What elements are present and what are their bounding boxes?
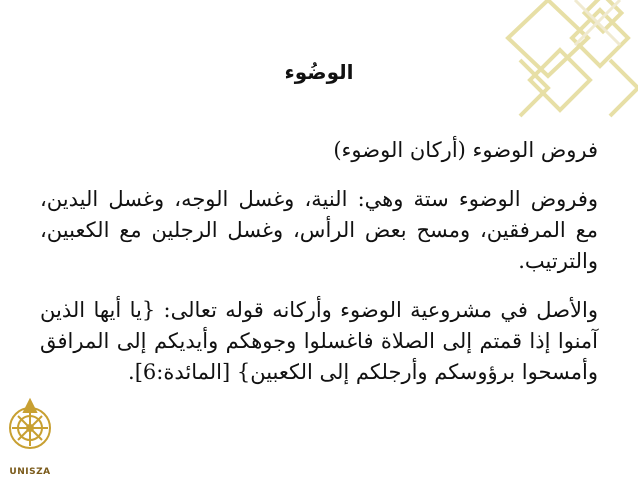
- paragraph-obligations: وفروض الوضوء ستة وهي: النية، وغسل الوجه، وغسل اليدين، مع المرفقين، ومسح بعض الرأس، وغسل الرجلين مع الكعبين، والترتيب.: [40, 187, 598, 273]
- university-logo: [2, 394, 58, 479]
- paragraph-quran-reference: والأصل في مشروعية الوضوء وأركانه قوله تعالى: {يا أيها الذين آمنوا إذا قمتم إلى الصلاة فاغسلوا وجوهكم وأيديكم إلى المرافق وأمسحوا برؤوسكم وأرجلكم إلى الكعبين} [المائدة:6].: [40, 298, 598, 384]
- unisza-crest-logo-icon: [2, 394, 58, 464]
- subheading: فروض الوضوء (أركان الوضوء): [333, 138, 598, 162]
- logo-text: UNISZA: [9, 467, 51, 477]
- main-content: [40, 135, 598, 406]
- page-title: الوضُوء: [284, 60, 354, 84]
